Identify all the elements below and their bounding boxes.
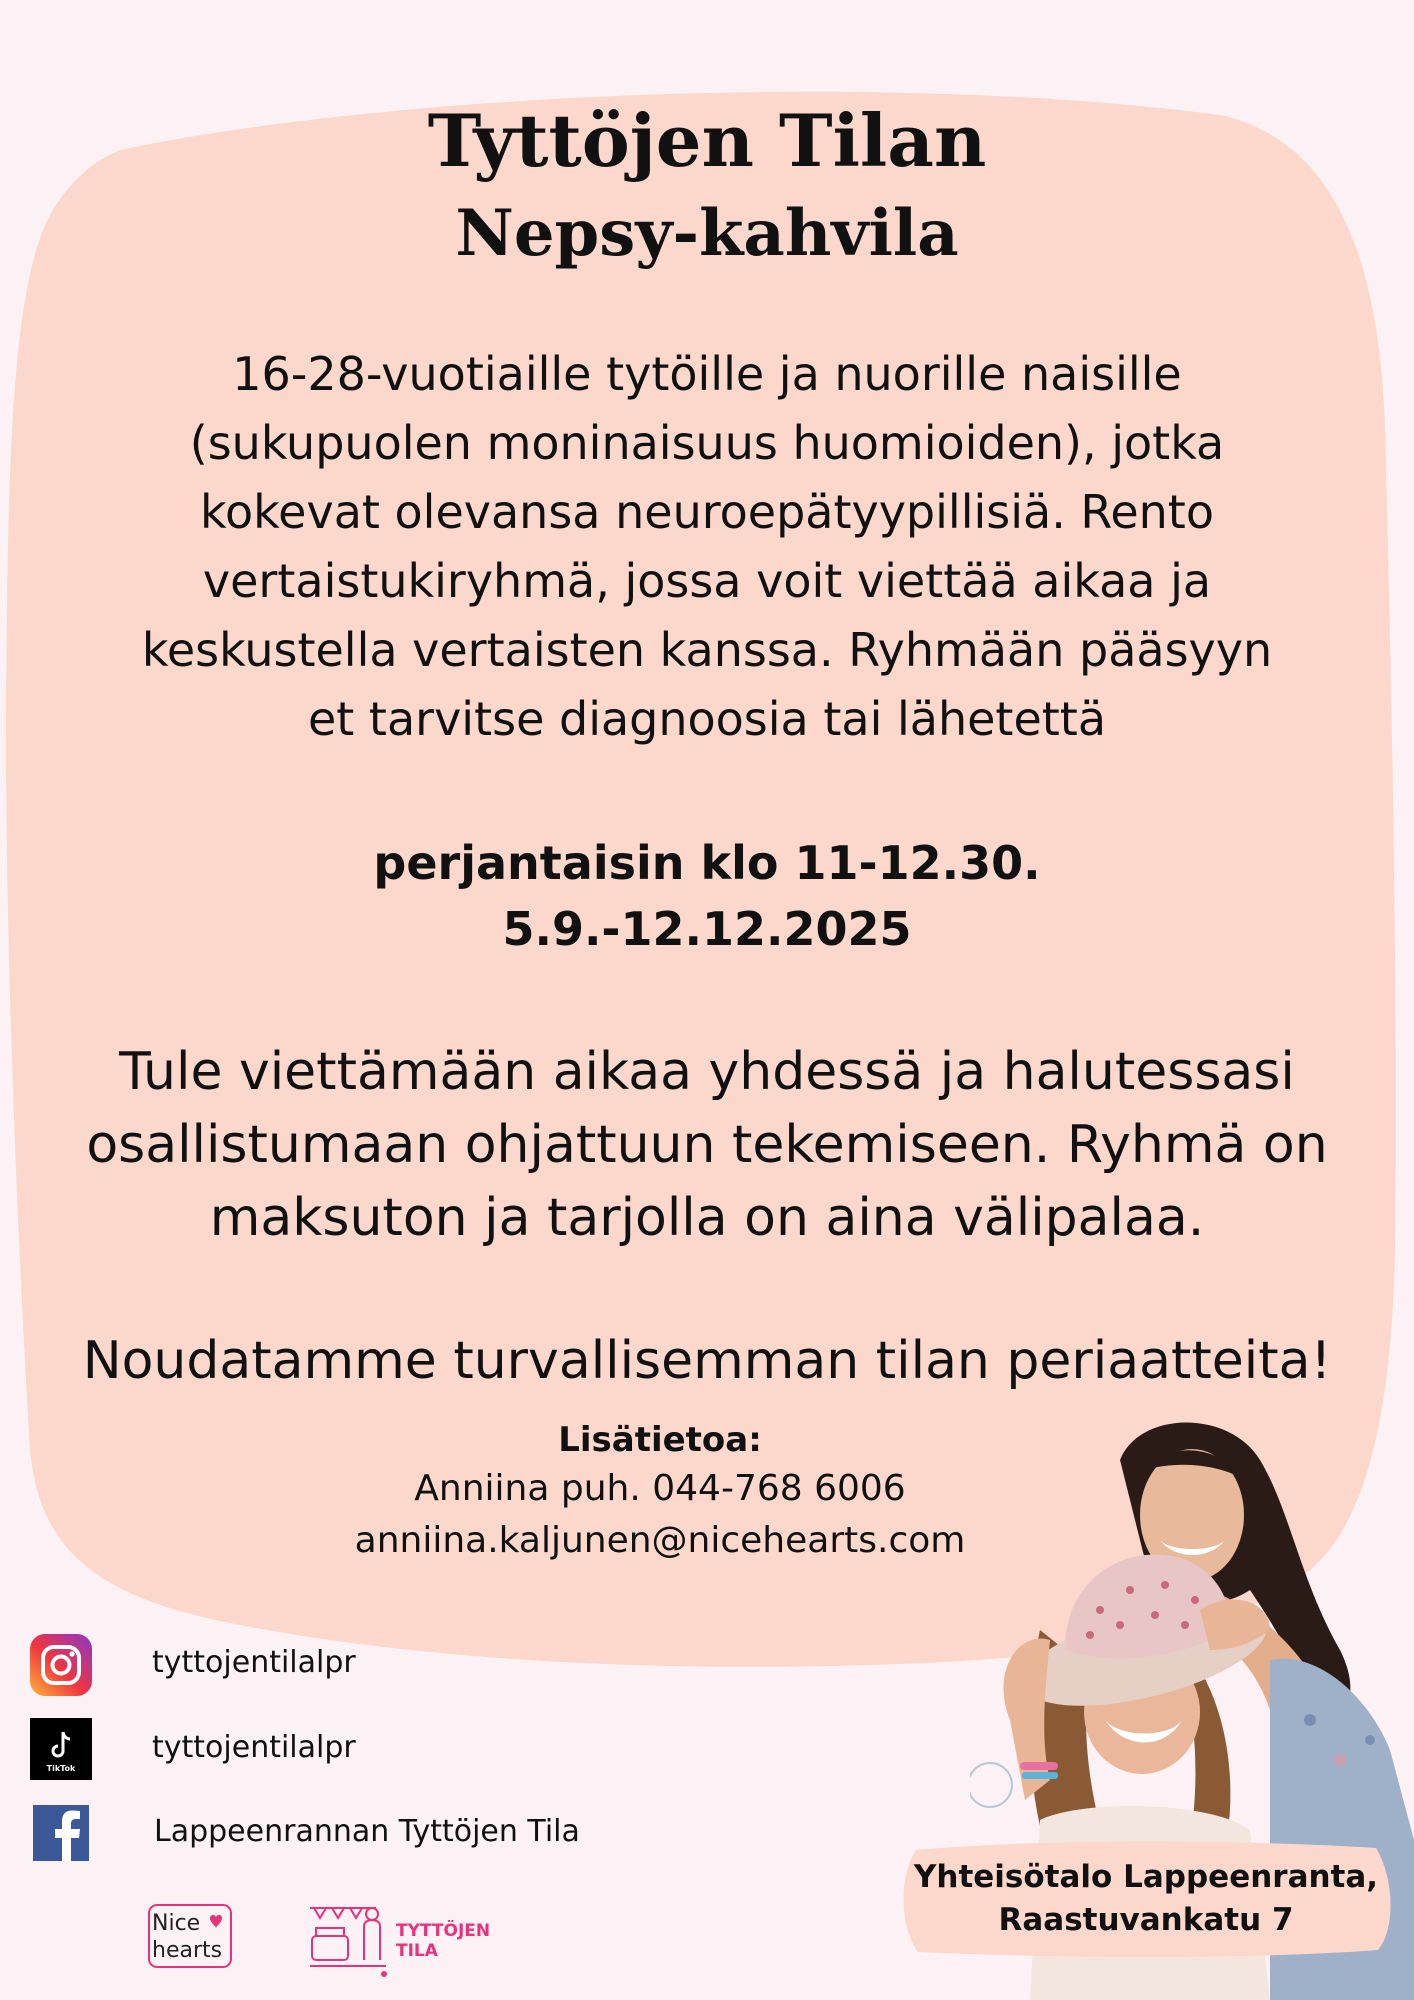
instagram-icon[interactable] xyxy=(30,1634,92,1696)
tyttojen-tila-logo[interactable] xyxy=(306,1902,506,1978)
address-line-1: Yhteisötalo Lappeenranta, xyxy=(913,1859,1379,1895)
tiktok-icon-label: TikTok xyxy=(46,1764,76,1773)
address-line-2: Raastuvankatu 7 xyxy=(998,1902,1294,1938)
facebook-icon[interactable] xyxy=(30,1802,92,1864)
intro-line: keskustella vertaisten kanssa. Ryhmään pääsyyn xyxy=(141,623,1273,677)
invite-paragraph xyxy=(50,1036,1364,1255)
tiktok-handle[interactable]: tyttojentilalpr xyxy=(152,1730,356,1765)
tyttojen-tila-logo-line1: TYTTÖJEN xyxy=(396,1921,491,1941)
nicehearts-logo[interactable] xyxy=(146,1902,234,1970)
page-subtitle: Nepsy-kahvila xyxy=(455,196,959,271)
principles-statement: Noudatamme turvallisemman tilan periaatteita! xyxy=(82,1331,1332,1391)
facebook-handle[interactable]: Lappeenrannan Tyttöjen Tila xyxy=(154,1814,580,1849)
contact-phone[interactable]: Anniina puh. 044-768 6006 xyxy=(414,1468,906,1509)
instagram-handle[interactable]: tyttojentilalpr xyxy=(152,1645,356,1680)
intro-line: 16-28-vuotiaille tytöille ja nuorille naisille xyxy=(232,347,1182,401)
invite-line: Tule viettämään aikaa yhdessä ja halutessasi xyxy=(119,1042,1295,1102)
intro-paragraph xyxy=(60,340,1354,754)
tyttojen-tila-logo-line2: TILA xyxy=(396,1941,438,1961)
intro-line: et tarvitse diagnoosia tai lähetettä xyxy=(307,692,1107,746)
schedule-time: perjantaisin klo 11-12.30. xyxy=(373,836,1041,890)
schedule-dates: 5.9.-12.12.2025 xyxy=(502,902,912,956)
invite-line: maksuton ja tarjolla on aina välipalaa. xyxy=(209,1188,1205,1248)
info-label: Lisätietoa: xyxy=(558,1420,762,1460)
nicehearts-logo-word1: Nice xyxy=(152,1911,201,1936)
address xyxy=(896,1856,1396,1942)
nicehearts-logo-word2: hearts xyxy=(152,1938,223,1963)
intro-line: (sukupuolen moninaisuus huomioiden), jotka xyxy=(189,416,1225,470)
intro-line: kokevat olevansa neuroepätyypillisiä. Rento xyxy=(200,485,1214,539)
intro-line: vertaistukiryhmä, jossa voit viettää aikaa ja xyxy=(202,554,1212,608)
tiktok-icon[interactable] xyxy=(30,1718,92,1780)
schedule xyxy=(0,830,1414,962)
invite-line: osallistumaan ohjattuun tekemiseen. Ryhmä on xyxy=(86,1115,1328,1175)
contact-email[interactable]: anniina.kaljunen@nicehearts.com xyxy=(354,1520,966,1561)
page-title: Tyttöjen Tilan xyxy=(427,98,987,183)
